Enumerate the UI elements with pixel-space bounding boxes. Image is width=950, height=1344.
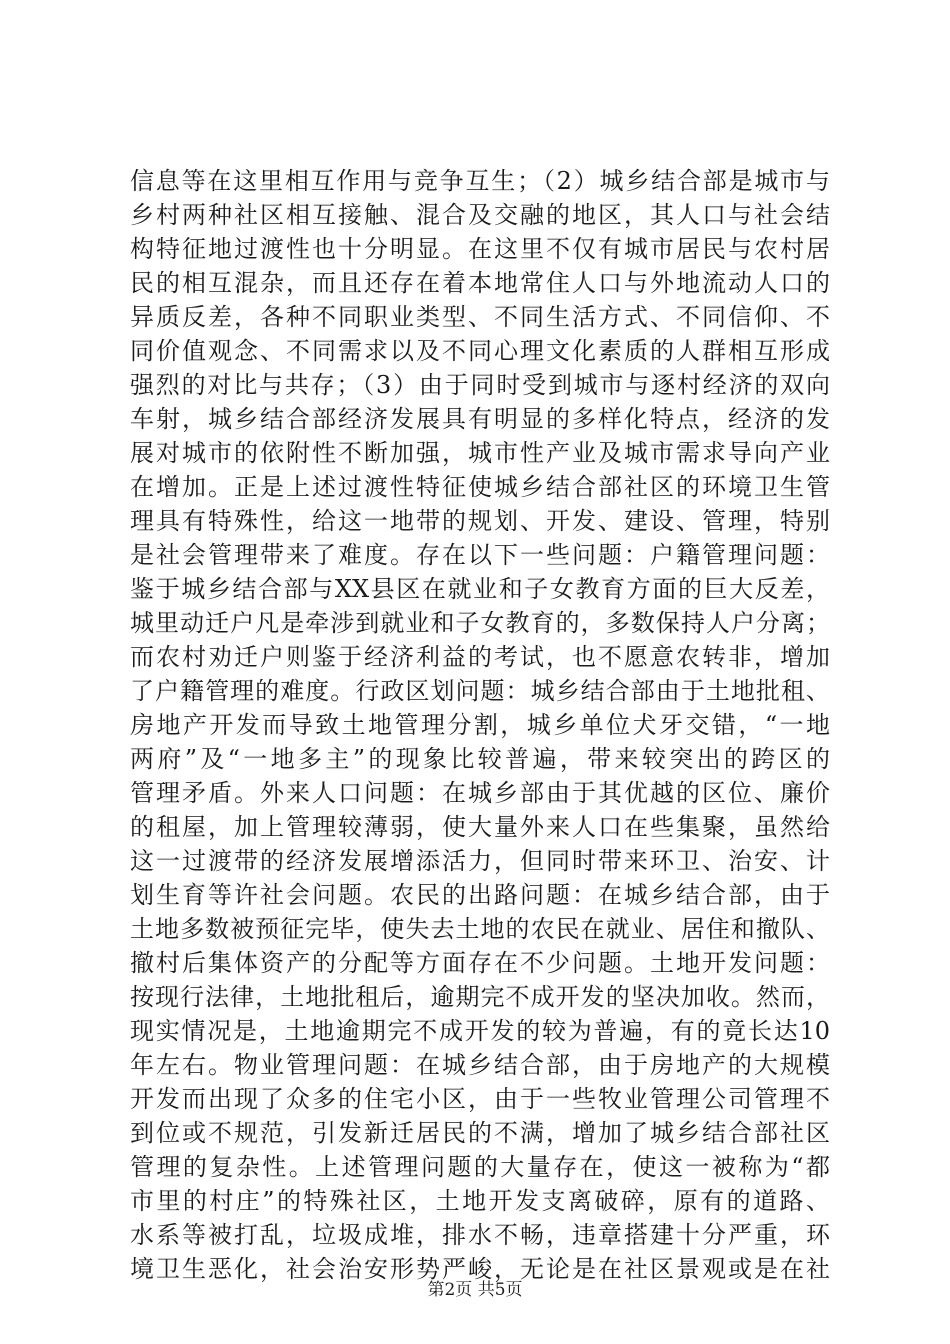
text-line: 管理矛盾。外来人口问题：在城乡部由于其优越的区位、廉价 (130, 779, 830, 807)
text-line: 到位或不规范，引发新迁居民的不满，增加了城乡结合部社区 (130, 1119, 830, 1147)
text-line: 城里动迁户凡是牵涉到就业和子女教育的，多数保持人户分离； (130, 609, 830, 637)
text-line: 在增加。正是上述过渡性特征使城乡结合部社区的环境卫生管 (130, 473, 830, 501)
text-line: 强烈的对比与共存；（3）由于同时受到城市与逐村经济的双向 (130, 371, 830, 399)
text-line: 境卫生恶化，社会治安形势严峻，无论是在社区景观或是在社 (130, 1255, 830, 1283)
text-line: 年左右。物业管理问题：在城乡结合部，由于房地产的大规模 (130, 1051, 830, 1079)
text-line: 划生育等许社会问题。农民的出路问题：在城乡结合部，由于 (130, 881, 830, 909)
text-line: 两府”及“一地多主”的现象比较普遍，带来较突出的跨区的 (130, 745, 830, 773)
text-line: 现实情况是，土地逾期完不成开发的较为普遍，有的竟长达10 (130, 1017, 830, 1045)
page-number-footer: 第2页 共5页 (427, 1280, 523, 1300)
body-text (130, 164, 830, 1286)
text-line: 异质反差，各种不同职业类型、不同生活方式、不同信仰、不 (130, 303, 830, 331)
text-line: 是社会管理带来了难度。存在以下一些问题：户籍管理问题： (130, 541, 830, 569)
text-line: 理具有特殊性，给这一地带的规划、开发、建设、管理，特别 (130, 507, 830, 535)
text-line: 管理的复杂性。上述管理问题的大量存在，使这一被称为“都 (130, 1153, 830, 1181)
text-line: 鉴于城乡结合部与XX县区在就业和子女教育方面的巨大反差， (130, 575, 830, 603)
text-line: 展对城市的依附性不断加强，城市性产业及城市需求导向产业 (130, 439, 830, 467)
text-line: 的租屋，加上管理较薄弱，使大量外来人口在些集聚，虽然给 (130, 813, 830, 841)
text-line: 了户籍管理的难度。行政区划问题：城乡结合部由于土地批租、 (130, 677, 830, 705)
text-line: 乡村两种社区相互接触、混合及交融的地区，其人口与社会结 (130, 201, 830, 229)
text-line: 土地多数被预征完毕，使失去土地的农民在就业、居住和撤队、 (130, 915, 830, 943)
text-line: 开发而出现了众多的住宅小区，由于一些牧业管理公司管理不 (130, 1085, 830, 1113)
text-line: 房地产开发而导致土地管理分割，城乡单位犬牙交错，“一地 (130, 711, 830, 739)
text-line: 同价值观念、不同需求以及不同心理文化素质的人群相互形成 (130, 337, 830, 365)
text-line: 按现行法律，土地批租后，逾期完不成开发的坚决加收。然而， (130, 983, 830, 1011)
text-line: 撤村后集体资产的分配等方面存在不少问题。土地开发问题： (130, 949, 830, 977)
text-line: 水系等被打乱，垃圾成堆，排水不畅，违章搭建十分严重，环 (130, 1221, 830, 1249)
text-line: 构特征地过渡性也十分明显。在这里不仅有城市居民与农村居 (130, 235, 830, 263)
text-line: 民的相互混杂，而且还存在着本地常住人口与外地流动人口的 (130, 269, 830, 297)
text-line: 市里的村庄”的特殊社区，土地开发支离破碎，原有的道路、 (130, 1187, 830, 1215)
text-line: 车射，城乡结合部经济发展具有明显的多样化特点，经济的发 (130, 405, 830, 433)
text-line: 信息等在这里相互作用与竞争互生；（2）城乡结合部是城市与 (130, 167, 830, 195)
text-line: 而农村劝迁户则鉴于经济利益的考试，也不愿意农转非，增加 (130, 643, 830, 671)
text-line: 这一过渡带的经济发展增添活力，但同时带来环卫、治安、计 (130, 847, 830, 875)
